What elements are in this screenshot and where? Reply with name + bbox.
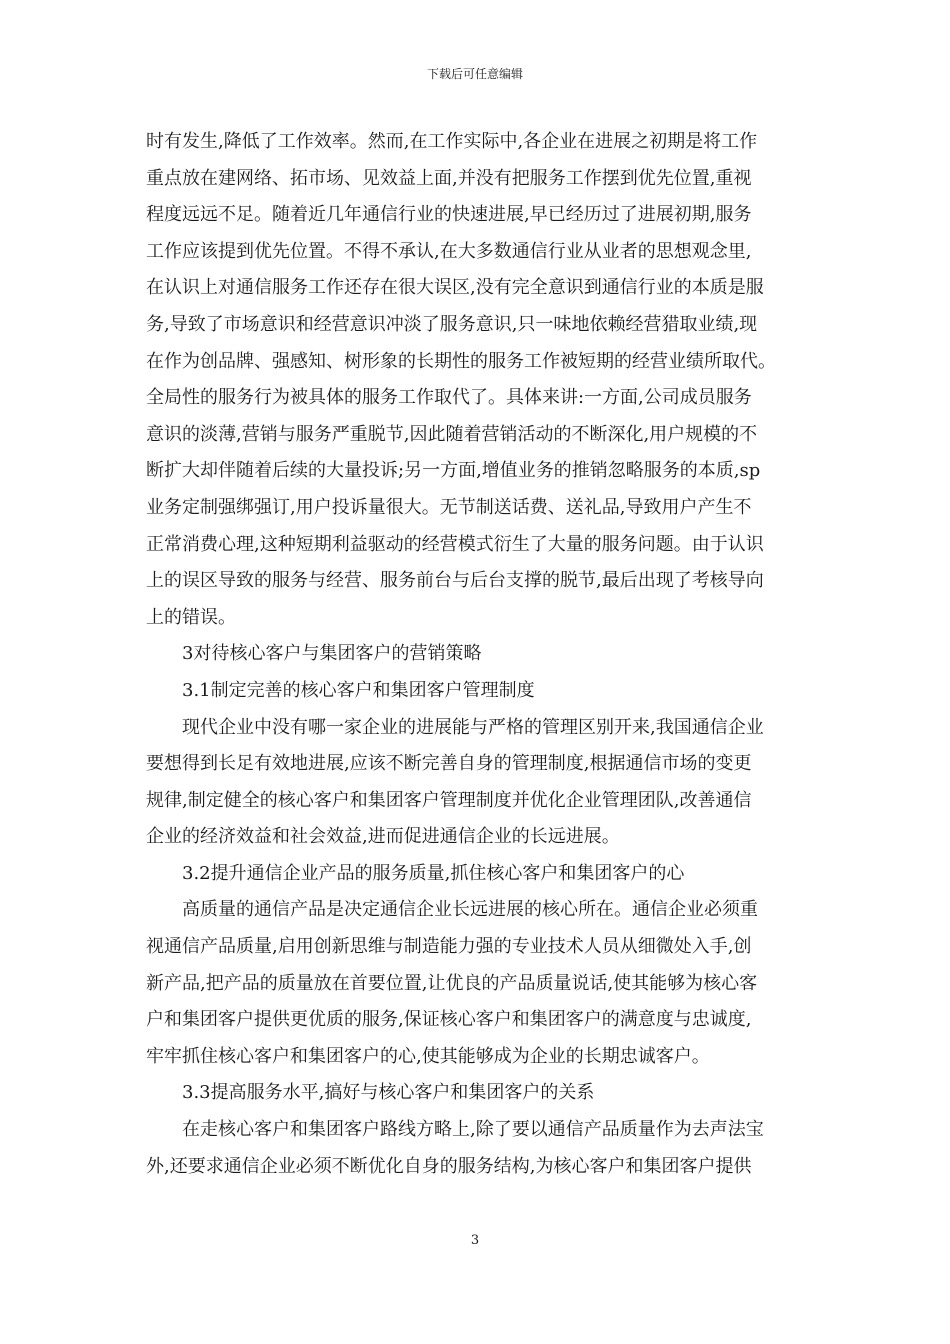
page-number: 3 bbox=[470, 1233, 480, 1248]
text-line: 工作应该提到优先位置。不得不承认,在大多数通信行业从业者的思想观念里, bbox=[146, 240, 752, 262]
subsection-heading: 3.2提升通信企业产品的服务质量,抓住核心客户和集团客户的心 bbox=[146, 862, 685, 884]
text-line: 意识的淡薄,营销与服务严重脱节,因此随着营销活动的不断深化,用户规模的不 bbox=[146, 423, 758, 445]
text-line: 上的误区导致的服务与经营、服务前台与后台支撑的脱节,最后出现了考核导向 bbox=[146, 570, 764, 592]
text-line: 断扩大却伴随着后续的大量投诉;另一方面,增值业务的推销忽略服务的本质,sp bbox=[146, 460, 761, 482]
text-line: 外,还要求通信企业必须不断优化自身的服务结构,为核心客户和集团客户提供 bbox=[146, 1155, 752, 1177]
text-line: 现代企业中没有哪一家企业的进展能与严格的管理区别开来,我国通信企业 bbox=[146, 716, 764, 738]
text-line: 正常消费心理,这种短期利益驱动的经营模式衍生了大量的服务问题。由于认识 bbox=[146, 533, 764, 555]
subsection-heading: 3.1制定完善的核心客户和集团客户管理制度 bbox=[146, 679, 535, 701]
text-line: 业务定制强绑强订,用户投诉量很大。无节制送话费、送礼品,导致用户产生不 bbox=[146, 496, 752, 518]
text-line: 程度远远不足。随着近几年通信行业的快速进展,早已经历过了进展初期,服务 bbox=[146, 204, 752, 226]
text-line: 务,导致了市场意识和经营意识冲淡了服务意识,只一味地依赖经营猎取业绩,现 bbox=[146, 313, 758, 335]
document-body bbox=[146, 124, 806, 1185]
text-line: 上的错误。 bbox=[146, 606, 236, 628]
text-line: 高质量的通信产品是决定通信企业长远进展的核心所在。通信企业必须重 bbox=[146, 899, 758, 921]
text-line: 在作为创品牌、强感知、树形象的长期性的服务工作被短期的经营业绩所取代。 bbox=[146, 350, 776, 372]
text-line: 企业的经济效益和社会效益,进而促进通信企业的长远进展。 bbox=[146, 826, 620, 848]
text-line: 新产品,把产品的质量放在首要位置,让优良的产品质量说话,使其能够为核心客 bbox=[146, 972, 758, 994]
text-line: 户和集团客户提供更优质的服务,保证核心客户和集团客户的满意度与忠诚度, bbox=[146, 1009, 752, 1031]
text-line: 时有发生,降低了工作效率。然而,在工作实际中,各企业在进展之初期是将工作 bbox=[146, 131, 758, 152]
text-line: 要想得到长足有效地进展,应该不断完善自身的管理制度,根据通信市场的变更 bbox=[146, 753, 752, 775]
subsection-heading: 3.3提高服务水平,搞好与核心客户和集团客户的关系 bbox=[146, 1082, 595, 1104]
text-line: 在走核心客户和集团客户路线方略上,除了要以通信产品质量作为去声法宝 bbox=[146, 1119, 764, 1141]
section-heading: 3对待核心客户与集团客户的营销策略 bbox=[146, 643, 482, 665]
text-line: 全局性的服务行为被具体的服务工作取代了。具体来讲:一方面,公司成员服务 bbox=[146, 387, 752, 409]
text-line: 在认识上对通信服务工作还存在很大误区,没有完全意识到通信行业的本质是服 bbox=[146, 277, 764, 299]
page-header: 下载后可任意编辑 bbox=[426, 67, 523, 81]
text-line: 规律,制定健全的核心客户和集团客户管理制度并优化企业管理团队,改善通信 bbox=[146, 789, 752, 811]
text-line: 重点放在建网络、拓市场、见效益上面,并没有把服务工作摆到优先位置,重视 bbox=[146, 167, 752, 189]
text-line: 视通信产品质量,启用创新思维与制造能力强的专业技术人员从细微处入手,创 bbox=[146, 936, 752, 958]
text-line: 牢牢抓住核心客户和集团客户的心,使其能够成为企业的长期忠诚客户。 bbox=[146, 1045, 710, 1067]
